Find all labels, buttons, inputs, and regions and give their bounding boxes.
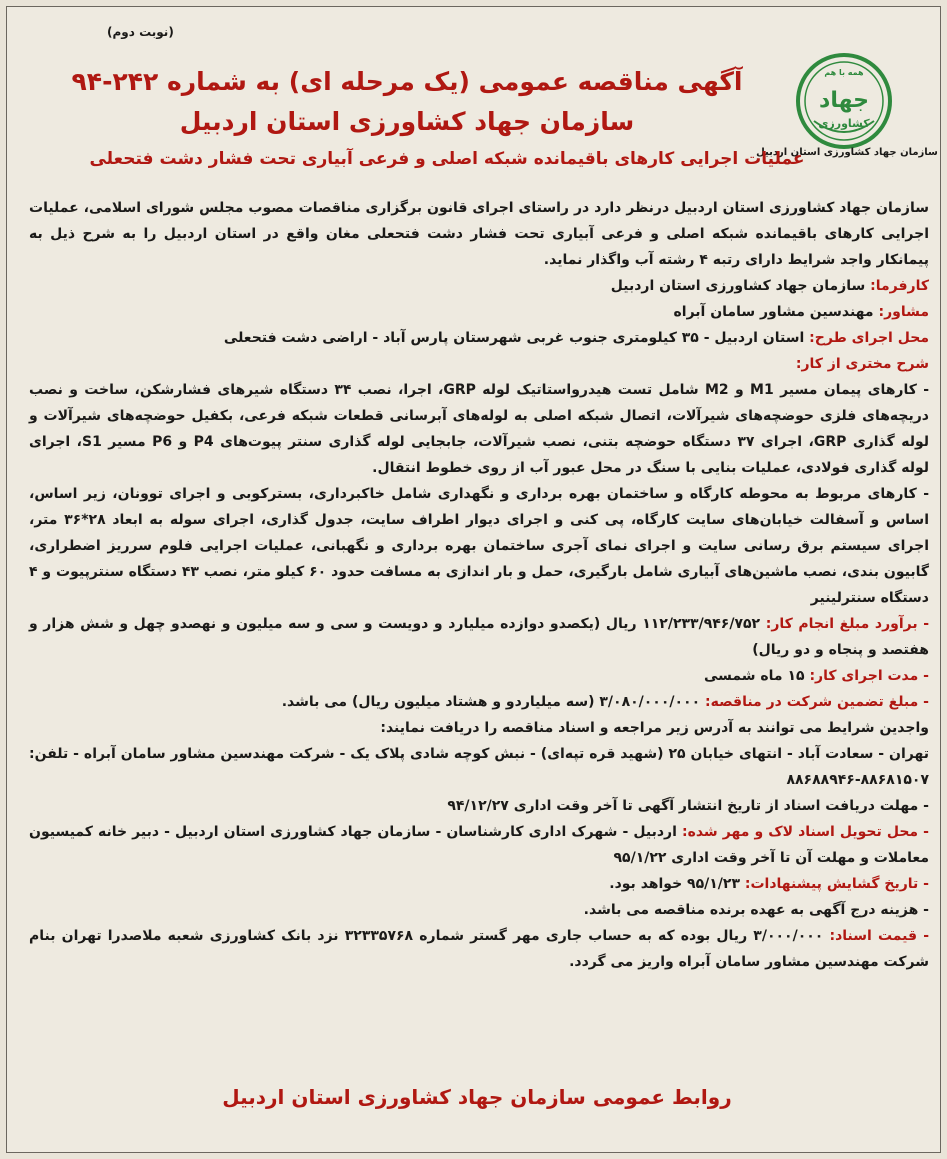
second-publication-note: (نوبت دوم) xyxy=(107,25,174,39)
eligible-note: واجدین شرایط می توانند به آدرس زیر مراجعه و اسناد مناقصه را دریافت نمایند: xyxy=(380,720,929,736)
announcement-body xyxy=(29,195,929,975)
opening-line xyxy=(29,871,929,897)
estimate-line xyxy=(29,611,929,663)
estimate-value: ۱۱۲/۲۳۳/۹۴۶/۷۵۲ ریال (یکصدو دوازده میلیارد و دویست و سی و سه میلیون و نهصدو چهل و شش هزار و هفتصد و پنجاه و دو ریال) xyxy=(29,616,929,658)
employer-value: سازمان جهاد کشاورزی استان اردبیل xyxy=(610,278,871,294)
opening-value: ۹۵/۱/۲۳ خواهد بود. xyxy=(609,876,745,892)
consultant-label: مشاور: xyxy=(878,304,929,320)
price-label: - قیمت اسناد: xyxy=(829,928,930,944)
svg-text:همه با هم: همه با هم xyxy=(824,68,864,77)
intro-paragraph: سازمان جهاد کشاورزی استان اردبیل درنظر دارد در راستای اجرای قانون برگزاری مناقصات مصوب مجلس شورای اسلامی، عملیات اجرایی کارهای باقیمانده شبکه اصلی و فرعی آبیاری تحت فشار دشت فتحعلی مغان واقع در استان اردبیل را به شرح ذیل به پیمانکار واجد شرایط دارای رتبه ۴ رشته آب واگذار نماید. xyxy=(29,200,929,268)
location-line xyxy=(29,325,929,351)
price-value: ۳/۰۰۰/۰۰۰ ریال بوده که به حساب جاری مهر گستر شماره ۳۲۳۳۵۷۶۸ نزد بانک کشاورزی شعبه ملاصدرا تهران بنام شرکت مهندسین مشاور سامان آبراه واریز می گردد. xyxy=(29,928,929,970)
organization-title: سازمان جهاد کشاورزی استان اردبیل xyxy=(179,107,635,136)
work-desc-heading: شرح مختری از کار: xyxy=(795,356,929,372)
location-value: استان اردبیل - ۳۵ کیلومتری جنوب غربی شهرستان پارس آباد - اراضی دشت فتحعلی xyxy=(223,330,810,346)
address-line: تهران - سعادت آباد - انتهای خیابان ۲۵ (شهید قره تپه‌ای) - نبش کوچه شادی پلاک یک - شرکت مهندسین مشاور سامان آبراه - تلفن: ۸۸۶۸۱۵۰۷-۸۸۶۸۸۹۴۶ xyxy=(29,746,930,788)
delivery-line xyxy=(29,819,929,871)
delivery-label: - محل تحویل اسناد لاک و مهر شده: xyxy=(681,824,929,840)
guarantee-label: - مبلغ تضمین شرکت در مناقصه: xyxy=(705,694,929,710)
price-line xyxy=(29,923,929,975)
duration-label: - مدت اجرای کار: xyxy=(809,668,929,684)
consultant-line xyxy=(29,299,929,325)
svg-text:جهاد: جهاد xyxy=(819,88,869,113)
project-title: عملیات اجرایی کارهای باقیمانده شبکه اصلی و فرعی آبیاری تحت فشار دشت فتحعلی xyxy=(89,149,805,169)
newspaper-clipping xyxy=(6,6,941,1153)
duration-line xyxy=(29,663,929,689)
location-label: محل اجرای طرح: xyxy=(809,330,929,346)
jihad-keshavarzi-logo-icon xyxy=(794,51,894,151)
delivery-value: اردبیل - شهرک اداری کارشناسان - سازمان جهاد کشاورزی استان اردبیل - دبیر خانه کمیسیون معاملات و مهلت آن تا آخر وقت اداری ۹۵/۱/۲۲ xyxy=(29,824,929,866)
tender-title: آگهی مناقصه عمومی (یک مرحله ای) به شماره ۲۴۲-۹۴ xyxy=(71,67,743,96)
guarantee-value: ۳/۰۸۰/۰۰۰/۰۰۰ (سه میلیاردو و هشتاد میلیون ریال) می باشد. xyxy=(281,694,706,710)
public-relations-signature: روابط عمومی سازمان جهاد کشاورزی استان اردبیل xyxy=(222,1085,732,1109)
consultant-value: مهندسین مشاور سامان آبراه xyxy=(673,304,879,320)
work-item-1: - کارهای پیمان مسیر M1 و M2 شامل تست هیدرواستاتیک لوله GRP، اجرا، نصب ۳۴ دستگاه شیرهای فشارشکن، ساخت و نصب دریچه‌های فلزی حوضچه‌های شیرآلات، اتصال شبکه اصلی به لوله‌های آبرسانی قطعات شبکه فرعی، بکفیل حوضچه‌های شیرآلات و لوله گذاری GRP، اجرای ۳۷ دستگاه حوضچه بتنی، نصب شیرآلات، جابجایی لوله گذاری سنتر پیوت‌های P4 و P6 مسیر S1، اجرای لوله گذاری فولادی، عملیات بنایی با سنگ در محل عبور آب از روی خطوط انتقال. xyxy=(29,382,930,476)
estimate-label: - برآورد مبلغ انجام کار: xyxy=(765,616,930,632)
logo-caption: سازمان جهاد کشاورزی استان اردبیل xyxy=(756,147,938,158)
work-item-2: - کارهای مربوط به محوطه کارگاه و ساختمان بهره برداری و نگهداری شامل خاکبرداری، بسترکوبی و اجرای توونان، زیر اساس، اساس و آسفالت خیابان‌های سایت کارگاه، پی کنی و اجرای دیوار اطراف سایت، جدول گذاری، اجرای سوله به ابعاد ۲۸*۳۶ متر، اجرای سیستم برق رسانی سایت و اجرای نمای آجری ساختمان بهره برداری و نگهبانی، عملیات اجرایی فلوم سرریز اضطراری، گابیون بندی، نصب ماشین‌های آبیاری شامل بارگیری، حمل و بار اندازی به مسافت حدود ۶۰ کیلو متر، نصب ۴۳ دستگاه سنترپیوت و ۴ دستگاه سنترلینیر xyxy=(29,486,929,606)
svg-text:کشاورزی: کشاورزی xyxy=(818,117,870,130)
employer-label: کارفرما: xyxy=(870,278,929,294)
docs-deadline-line: - مهلت دریافت اسناد از تاریخ انتشار آگهی تا آخر وقت اداری ۹۴/۱۲/۲۷ xyxy=(447,798,929,814)
duration-value: ۱۵ ماه شمسی xyxy=(703,668,810,684)
ad-cost-line: - هزینه درج آگهی به عهده برنده مناقصه می باشد. xyxy=(583,902,929,918)
opening-label: - تاریخ گشایش پیشنهادات: xyxy=(744,876,929,892)
employer-line xyxy=(29,273,929,299)
guarantee-line xyxy=(29,689,929,715)
